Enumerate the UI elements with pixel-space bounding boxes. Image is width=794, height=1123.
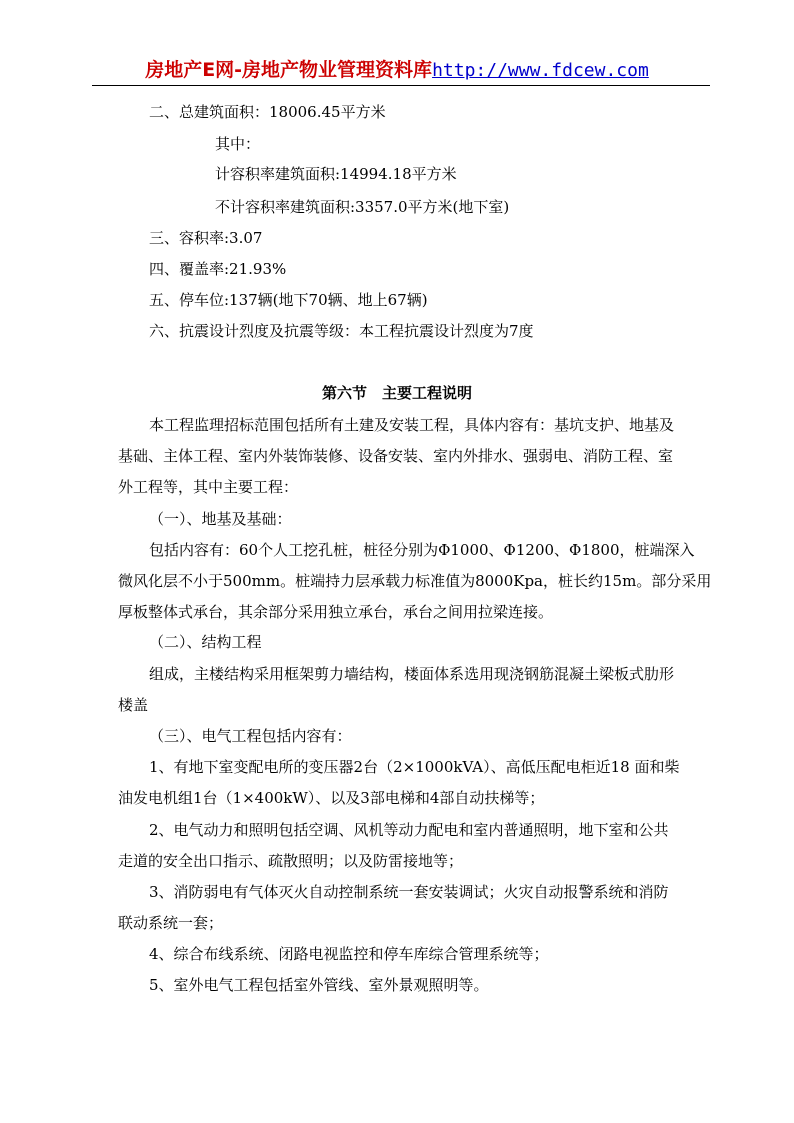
electrical-line: 油发电机组1台（1×400kW）、以及3部电梯和4部自动扶梯等； <box>118 789 545 807</box>
site-url-link[interactable]: http://www.fdcew.com <box>432 60 649 81</box>
structure-line: 组成，主楼结构采用框架剪力墙结构，楼面体系选用现浇钢筋混凝土梁板式肋形 <box>149 665 675 683</box>
foundation-line: 微风化层不小于500mm。桩端持力层承载力标准值为8000Kpa，桩长约15m。部分采用 <box>118 572 712 590</box>
foundation-line: 厚板整体式承台，其余部分采用独立承台，承台之间用拉梁连接。 <box>118 603 554 621</box>
electrical-line: 联动系统一套； <box>118 914 224 932</box>
seismic-line: 六、抗震设计烈度及抗震等级：本工程抗震设计烈度为7度 <box>149 322 534 340</box>
page-header <box>0 56 794 85</box>
among-label: 其中： <box>215 135 261 153</box>
structure-line: 楼盖 <box>118 696 149 714</box>
parking-line: 五、停车位:137辆(地下70辆、地上67辆) <box>149 291 428 309</box>
foundation-subheading: （一）、地基及基础： <box>149 510 292 528</box>
electrical-line: 2、电气动力和照明包括空调、风机等动力配电和室内普通照明，地下室和公共 <box>149 821 669 839</box>
electrical-subheading: （三）、电气工程包括内容有： <box>149 727 352 745</box>
foundation-line: 包括内容有：60个人工挖孔桩，桩径分别为Φ1000、Φ1200、Φ1800，桩端深入 <box>149 541 695 559</box>
total-area-line: 二、总建筑面积：18006.45平方米 <box>149 103 386 121</box>
electrical-line: 走道的安全出口指示、疏散照明；以及防雷接地等； <box>118 852 464 870</box>
intro-line: 本工程监理招标范围包括所有土建及安装工程，具体内容有：基坑支护、地基及 <box>149 416 675 434</box>
site-title: 房地产E网-房地产物业管理资料库 <box>145 59 433 81</box>
structure-subheading: （二）、结构工程 <box>149 633 262 651</box>
section-heading: 第六节 主要工程说明 <box>321 384 472 402</box>
far-area-line: 计容积率建筑面积:14994.18平方米 <box>215 165 457 183</box>
header-divider <box>92 85 710 86</box>
plot-ratio-line: 三、容积率:3.07 <box>149 229 263 247</box>
coverage-line: 四、覆盖率:21.93% <box>149 260 287 278</box>
electrical-line: 5、室外电气工程包括室外管线、室外景观照明等。 <box>149 976 489 994</box>
intro-line: 外工程等，其中主要工程： <box>118 478 299 496</box>
nonfar-area-line: 不计容积率建筑面积:3357.0平方米(地下室) <box>215 198 510 216</box>
intro-line: 基础、主体工程、室内外装饰装修、设备安装、室内外排水、强弱电、消防工程、室 <box>118 447 674 465</box>
electrical-line: 3、消防弱电有气体灭火自动控制系统一套安装调试；火灾自动报警系统和消防 <box>149 883 669 901</box>
electrical-line: 4、综合布线系统、闭路电视监控和停车库综合管理系统等； <box>149 945 549 963</box>
electrical-line: 1、有地下室变配电所的变压器2台（2×1000kVA）、高低压配电柜近18 面和柴 <box>149 758 680 776</box>
